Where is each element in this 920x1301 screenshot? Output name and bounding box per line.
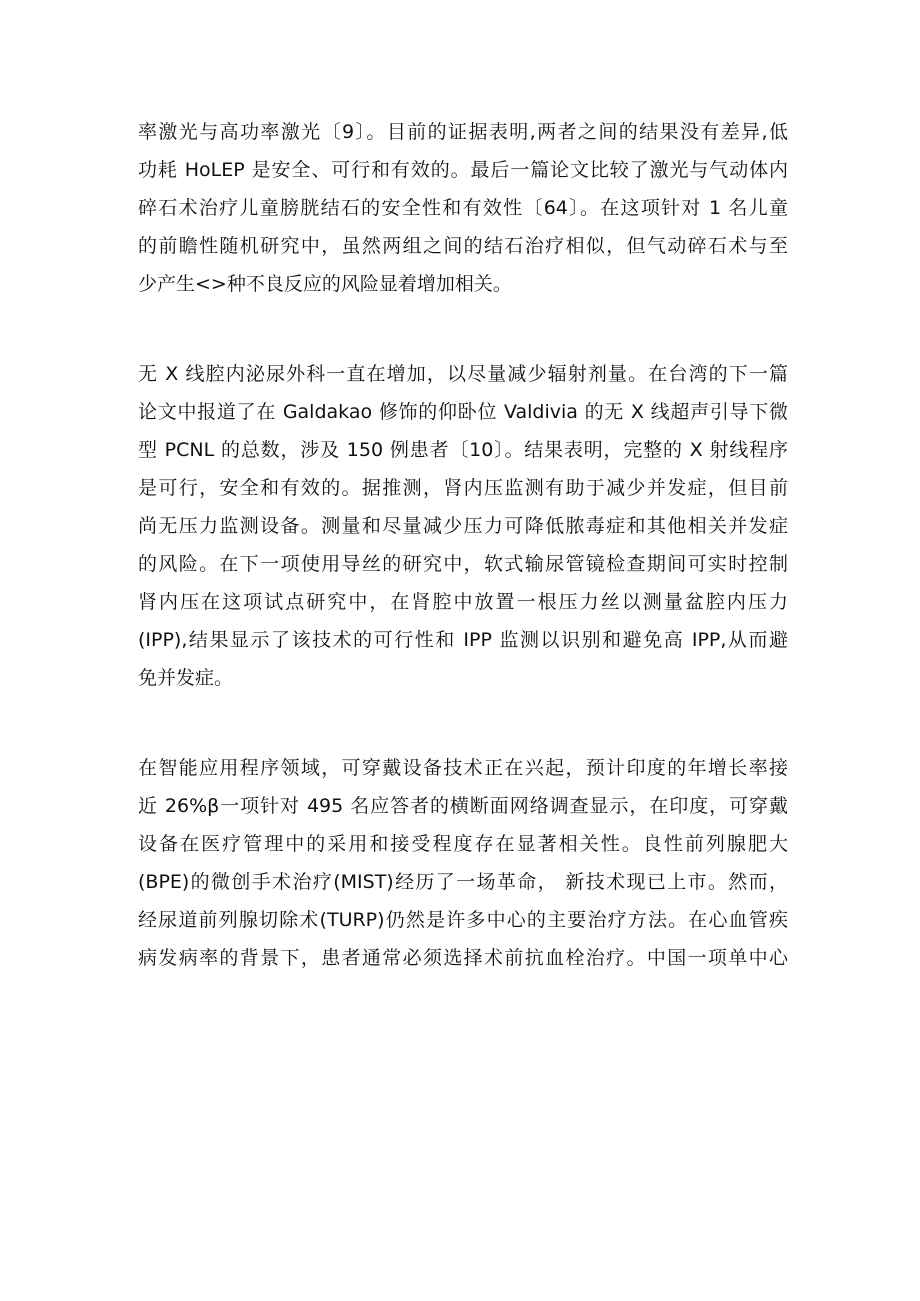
text-line: 功耗 HoLEP 是安全、可行和有效的。最后一篇论文比较了激光与气动体内: [138, 159, 788, 181]
text-line: 型 PCNL 的总数，涉及 150 例患者〔10〕。结果表明，完整的 X 射线程序: [138, 439, 788, 461]
text-line: 率激光与高功率激光〔9〕。目前的证据表明,两者之间的结果没有差异,低: [138, 121, 788, 143]
text-line: 免并发症。: [138, 667, 234, 689]
text-line: (IPP),结果显示了该技术的可行性和 IPP 监测以识别和避免高 IPP,从而避: [138, 629, 788, 651]
text-line: 碎石术治疗儿童膀胱结石的安全性和有效性〔64〕。在这项针对 1 名儿童: [138, 197, 788, 219]
text-line: 的风险。在下一项使用导丝的研究中，软式输尿管镜检查期间可实时控制: [138, 553, 788, 575]
document-body: [138, 113, 788, 977]
text-line: 是可行，安全和有效的。据推测，肾内压监测有助于减少并发症，但目前: [138, 477, 788, 499]
text-line: 论文中报道了在 Galdakao 修饰的仰卧位 Valdivia 的无 X 线超声引导下微: [138, 401, 788, 423]
text-line: 在智能应用程序领域，可穿戴设备技术正在兴起，预计印度的年增长率接: [138, 757, 788, 779]
text-line: 病发病率的背景下，患者通常必须选择术前抗血栓治疗。中国一项单中心: [138, 947, 788, 969]
paragraph-wearable-devices: [138, 749, 788, 977]
text-line: 少产生<>种不良反应的风险显着增加相关。: [138, 273, 512, 295]
text-line: 设备在医疗管理中的采用和接受程度存在显著相关性。良性前列腺肥大: [138, 833, 788, 855]
text-line: 近 26%β一项针对 495 名应答者的横断面网络调查显示，在印度，可穿戴: [138, 795, 788, 817]
paragraph-xray-free-endourology: [138, 355, 788, 697]
text-line: 的前瞻性随机研究中，虽然两组之间的结石治疗相似，但气动碎石术与至: [138, 235, 788, 257]
text-line: 经尿道前列腺切除术(TURP)仍然是许多中心的主要治疗方法。在心血管疾: [138, 909, 788, 931]
text-line: 尚无压力监测设备。测量和尽量减少压力可降低脓毒症和其他相关并发症: [138, 515, 788, 537]
text-line: 无 X 线腔内泌尿外科一直在增加，以尽量减少辐射剂量。在台湾的下一篇: [138, 363, 788, 385]
paragraph-laser-lithotripsy: [138, 113, 788, 303]
text-line: (BPE)的微创手术治疗(MIST)经历了一场革命， 新技术现已上市。然而，: [138, 871, 788, 893]
text-line: 肾内压在这项试点研究中，在肾腔中放置一根压力丝以测量盆腔内压力: [138, 591, 788, 613]
